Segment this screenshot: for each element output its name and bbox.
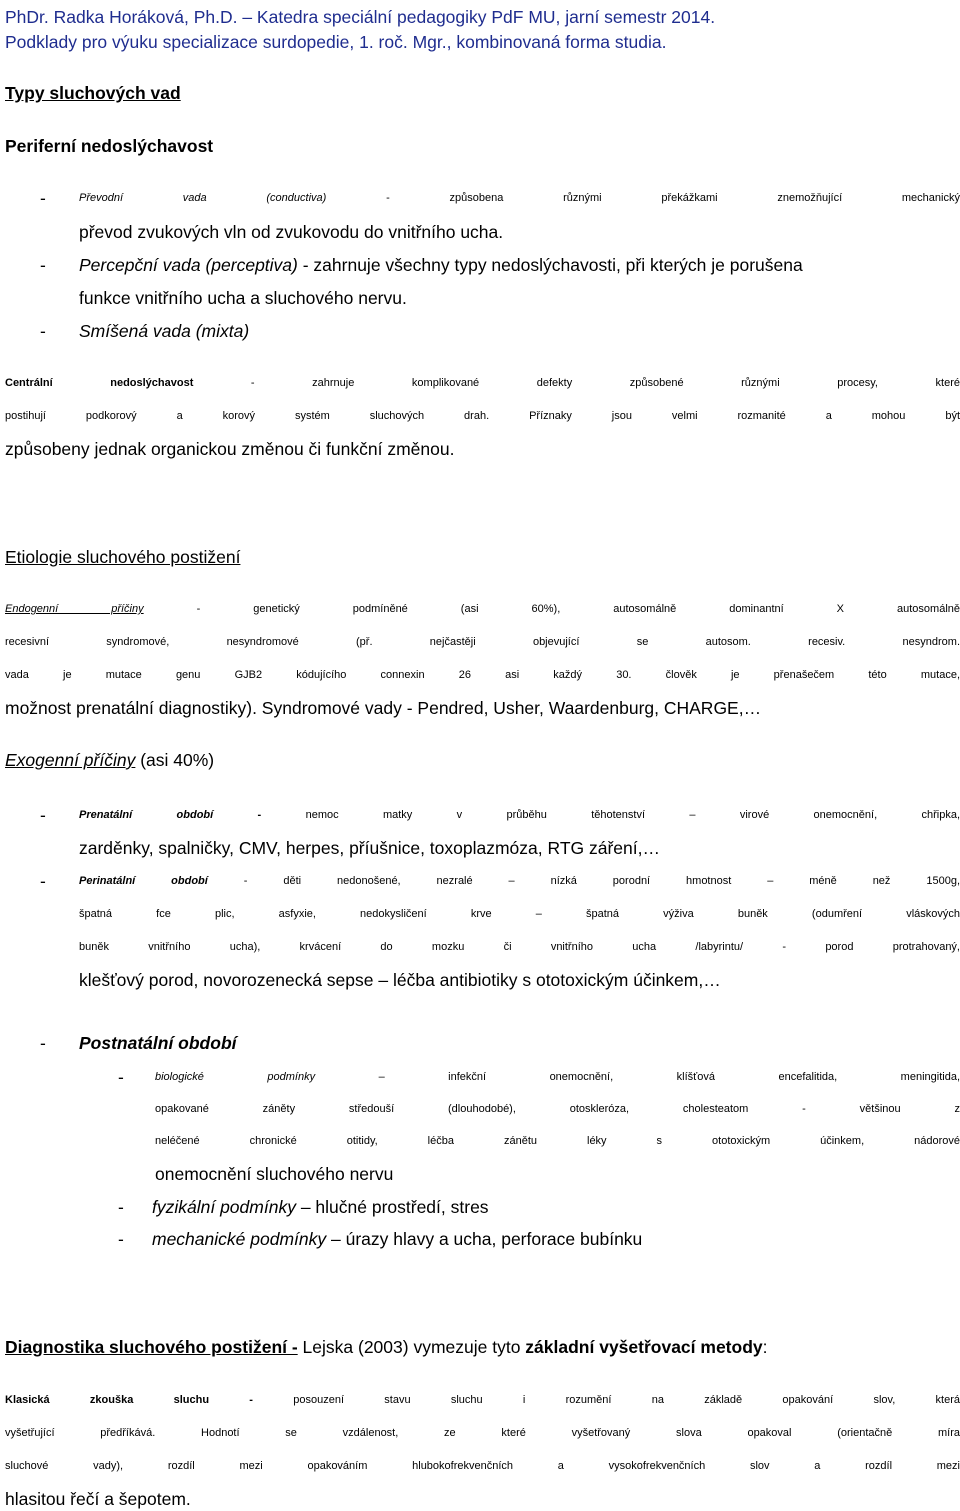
mixed-term: Smíšená vada (mixta) bbox=[79, 321, 250, 341]
prenatal-line-2: zarděnky, spalničky, CMV, herpes, příušnice, toxoplazmóza, RTG záření,… bbox=[79, 838, 660, 858]
diagnostics-text: Lejska (2003) vymezuje tyto bbox=[297, 1337, 526, 1357]
diagnostics-line bbox=[5, 1336, 768, 1358]
prenatal-term: Prenatální období bbox=[79, 809, 214, 821]
header-line-2: Podklady pro výuku specializace surdopedie, 1. roč. Mgr., kombinovaná forma studia. bbox=[5, 32, 667, 52]
sub-bullet-dash: - bbox=[118, 1197, 124, 1217]
section-title-diagnostics: Diagnostika sluchového postižení - bbox=[5, 1337, 298, 1357]
perceptive-term: Percepční vada (perceptiva) bbox=[79, 255, 298, 275]
perinatal-term: Perinatální období bbox=[79, 875, 208, 887]
klasicka-line-3: sluchové vady), rozdíl mezi opakováním hlubokofrekvenčních a vysokofrekvenčních slov a rozdíl mezi bbox=[5, 1460, 960, 1472]
exo-line bbox=[5, 749, 214, 771]
postnatal-term: Postnatální období bbox=[79, 1033, 237, 1053]
subtitle-peripheral: Periferní nedoslýchavost bbox=[5, 136, 214, 156]
endo-text: - genetický podmíněné (asi 60%), autosomálně dominantní X autosomálně bbox=[143, 603, 960, 615]
section-title-types: Typy sluchových vad bbox=[5, 83, 181, 103]
conductive-term: Převodní vada (conductiva) bbox=[79, 192, 327, 204]
central-text: - zahrnuje komplikované defekty způsobené různými procesy, které bbox=[193, 377, 960, 389]
section-title-etiology: Etiologie sluchového postižení bbox=[5, 547, 241, 567]
sub-bullet-dash: - bbox=[118, 1229, 124, 1249]
prenatal-line-1 bbox=[79, 804, 960, 826]
bio-term: biologické podmínky bbox=[155, 1071, 316, 1083]
endo-term: Endogenní příčiny bbox=[5, 603, 144, 615]
mech-term: mechanické podmínky bbox=[152, 1229, 327, 1249]
exo-text: (asi 40%) bbox=[135, 750, 215, 770]
sub-bullet-dash: - bbox=[118, 1067, 124, 1087]
central-line-3: způsobeny jednak organickou změnou či funkční změnou. bbox=[5, 439, 455, 459]
klasicka-line-4: hlasitou řečí a šepotem. bbox=[5, 1489, 191, 1509]
diagnostics-bold: základní vyšetřovací metody bbox=[525, 1337, 763, 1357]
endo-line-4: možnost prenatální diagnostiky). Syndromové vady - Pendred, Usher, Waardenburg, CHARGE,… bbox=[5, 698, 762, 718]
klasicka-text: posouzení stavu sluchu i rozumění na základě opakování slov, která bbox=[252, 1394, 960, 1406]
bio-line-4: onemocnění sluchového nervu bbox=[155, 1164, 394, 1184]
prenatal-sep: - bbox=[213, 809, 306, 821]
klasicka-term: Klasická zkouška sluchu - bbox=[5, 1394, 253, 1406]
perinatal-line-1 bbox=[79, 870, 960, 892]
perinatal-line-4: klešťový porod, novorozenecká sepse – léčba antibiotiky s ototoxickým účinkem,… bbox=[79, 970, 721, 990]
conductive-line-2: převod zvukových vln od zvukovodu do vnitřního ucha. bbox=[79, 222, 504, 242]
bullet-dash: - bbox=[40, 321, 46, 341]
central-term: Centrální nedoslýchavost bbox=[5, 377, 194, 389]
endo-line-2: recesivní syndromové, nesyndromové (př. nejčastěji objevující se autosom. recesiv. nesyndrom. bbox=[5, 636, 960, 648]
central-line-1 bbox=[5, 372, 960, 394]
klasicka-line-2: vyšetřující předříkává. Hodnotí se vzdálenost, ze které vyšetřovaný slova opakoval (orientačně míra bbox=[5, 1427, 960, 1439]
bullet-dash: - bbox=[40, 1033, 46, 1053]
central-line-2: postihují podkorový a korový systém sluchových drah. Příznaky jsou velmi rozmanité a mohou být bbox=[5, 410, 960, 422]
conductive-line-1 bbox=[79, 187, 960, 209]
bullet-dash: - bbox=[40, 255, 46, 275]
bullet-dash: - bbox=[40, 188, 46, 208]
header-line-1: PhDr. Radka Horáková, Ph.D. – Katedra speciální pedagogiky PdF MU, jarní semestr 2014. bbox=[5, 7, 716, 27]
perinatal-text: - děti nedonošené, nezralé – nízká porodní hmotnost – méně než 1500g, bbox=[207, 875, 960, 887]
bio-line-2: opakované záněty středouší (dlouhodobé), otoskleróza, cholesteatom - většinou z bbox=[155, 1103, 960, 1115]
bullet-dash: - bbox=[40, 805, 46, 825]
bio-text: – infekční onemocnění, klíšťová encefalitida, meningitida, bbox=[315, 1071, 960, 1083]
perceptive-text: - zahrnuje všechny typy nedoslýchavosti, při kterých je porušena bbox=[297, 255, 803, 275]
conductive-text: - způsobena různými překážkami znemožňující mechanický bbox=[326, 192, 960, 204]
prenatal-text: nemoc matky v průběhu těhotenství – virové onemocnění, chřipka, bbox=[305, 809, 960, 821]
perceptive-line-1 bbox=[79, 254, 803, 276]
klasicka-line-1 bbox=[5, 1389, 960, 1411]
bullet-dash: - bbox=[40, 871, 46, 891]
endo-line-1 bbox=[5, 598, 960, 620]
perceptive-line-2: funkce vnitřního ucha a sluchového nervu. bbox=[79, 288, 407, 308]
bio-line-1 bbox=[155, 1066, 960, 1088]
perinatal-line-3: buněk vnitřního ucha), krvácení do mozku či vnitřního ucha /labyrintu/ - porod protrahovaný, bbox=[79, 941, 960, 953]
bio-line-3: neléčené chronické otitidy, léčba zánětu léky s ototoxickým účinkem, nádorové bbox=[155, 1135, 960, 1147]
endo-line-3: vada je mutace genu GJB2 kódujícího connexin 26 asi každý 30. člověk je přenašečem této mutace, bbox=[5, 669, 960, 681]
phys-term: fyzikální podmínky bbox=[152, 1197, 296, 1217]
diagnostics-colon: : bbox=[762, 1337, 768, 1357]
mech-line bbox=[152, 1228, 642, 1250]
mech-text: – úrazy hlavy a ucha, perforace bubínku bbox=[326, 1229, 643, 1249]
perinatal-line-2: špatná fce plic, asfyxie, nedokysličení krve – špatná výživa buněk (odumření vláskových bbox=[79, 908, 960, 920]
exo-term: Exogenní příčiny bbox=[5, 750, 136, 770]
phys-line bbox=[152, 1196, 489, 1218]
phys-text: – hlučné prostředí, stres bbox=[295, 1197, 489, 1217]
